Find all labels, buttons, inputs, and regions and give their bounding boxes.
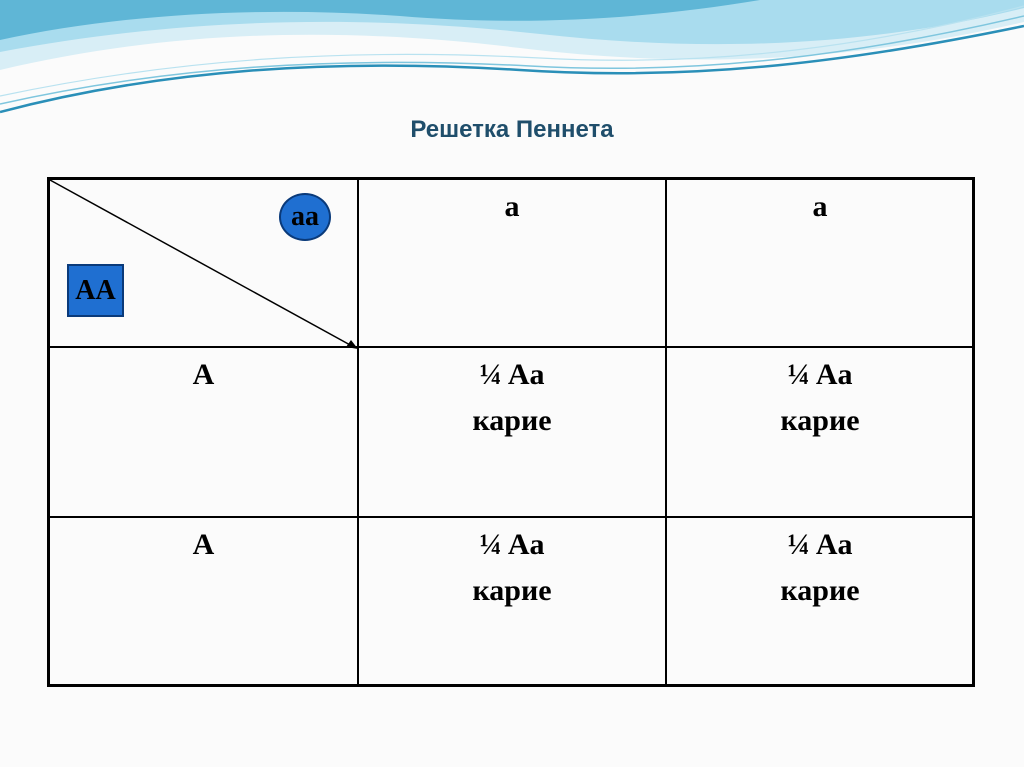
offspring-cell-r1-c1 <box>359 352 665 444</box>
offspring-phenotype: карие <box>780 404 860 437</box>
father-genotype-square <box>67 264 124 317</box>
column-gamete-2: a <box>812 190 828 223</box>
offspring-genotype: ¼ Aa <box>479 528 545 561</box>
mother-genotype-circle <box>279 193 331 241</box>
row-gamete-2: A <box>192 528 215 561</box>
slide-title: Решетка Пеннета <box>410 116 614 143</box>
row-gamete-1: A <box>192 358 215 391</box>
offspring-genotype: ¼ Aa <box>479 358 545 391</box>
offspring-phenotype: карие <box>780 574 860 607</box>
column-gamete-1: a <box>504 190 520 223</box>
offspring-genotype: ¼ Aa <box>787 358 853 391</box>
offspring-genotype: ¼ Aa <box>787 528 853 561</box>
father-genotype-label: AA <box>75 274 116 306</box>
offspring-cell-r1-c2 <box>667 352 973 444</box>
mother-genotype-label: aa <box>291 201 319 232</box>
offspring-phenotype: карие <box>472 404 552 437</box>
offspring-cell-r2-c2 <box>667 522 973 614</box>
offspring-phenotype: карие <box>472 574 552 607</box>
offspring-cell-r2-c1 <box>359 522 665 614</box>
